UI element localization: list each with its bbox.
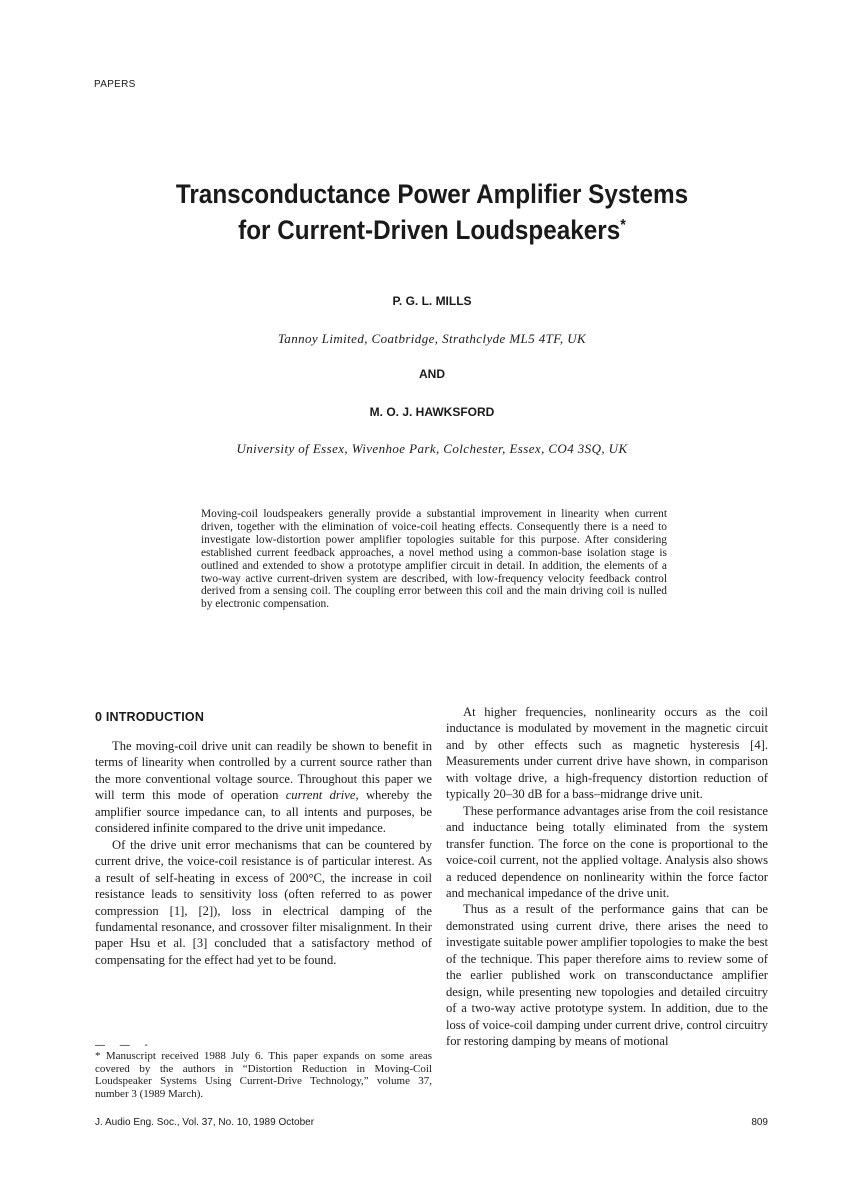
title-line-2-text: for Current-Driven Loudspeakers — [238, 215, 621, 245]
title-footnote-marker: * — [620, 217, 626, 234]
title-line-1: Transconductance Power Amplifier Systems — [175, 179, 689, 209]
left-column — [95, 738, 432, 968]
footnote: * Manuscript received 1988 July 6. This paper expands on some areas covered by the authors in “Distortion Reduction in Moving-Coil Loudspeaker Systems Using Current-Drive Technology,” volume 37, number 3 (1989 March). — [95, 1050, 432, 1100]
author-conjunction: AND — [419, 367, 445, 381]
running-head: PAPERS — [94, 79, 136, 90]
page-number: 809 — [751, 1117, 768, 1128]
second-author-affiliation: University of Essex, Wivenhoe Park, Colchester, Essex, CO4 3SQ, UK — [236, 441, 628, 456]
intro-p1-emphasis: current drive — [285, 788, 356, 803]
intro-paragraph-3: At higher frequencies, nonlinearity occurs as the coil inductance is modulated by movement in the magnetic circuit and by other effects such as magnetic hysteresis [4]. Measurements under current drive have shown, in comparison with voltage drive, a high-frequency distortion reduction of typically 20–30 dB for a bass–midrange drive unit. — [446, 705, 768, 802]
first-author-affiliation: Tannoy Limited, Coatbridge, Strathclyde ML5 4TF, UK — [277, 331, 587, 346]
journal-citation: J. Audio Eng. Soc., Vol. 37, No. 10, 1989 October — [95, 1117, 315, 1128]
intro-paragraph-4: These performance advantages arise from the coil resistance and inductance being totally eliminated from the system transfer function. The force on the cone is proportional to the voice-coil current, not the applied voltage. Analysis also shows a reduced dependence on nonlinearity within the force factor and mechanical impedance of the drive unit. — [446, 803, 768, 900]
intro-p1-text-b: , whereby the amplifier source impedance can, to all intents and purposes, be considered infinite compared to the drive unit impedance. — [95, 788, 432, 836]
right-column — [446, 704, 768, 1050]
paper-title — [97, 176, 767, 248]
first-author: P. G. L. MILLS — [392, 294, 472, 308]
intro-paragraph-5: Thus as a result of the performance gains that can be demonstrated using current drive, there arises the need to investigate suitable power amplifier topologies to make the best of the technique. This paper therefore aims to review some of the earlier published work on transconductance amplifier design, while presenting new topologies and detailed circuitry of a two-way active prototype system. In addition, due to the loss of voice-coil damping under current drive, control circuitry for restoring damping by means of motional — [446, 902, 768, 1049]
title-line-2 — [97, 212, 767, 248]
abstract: Moving-coil loudspeakers generally provide a substantial improvement in linearity when current driven, together with the elimination of voice-coil heating effects. Consequently there is a need to investigate low-distortion power amplifier topologies suitable for this purpose. After considering established current feedback approaches, a novel method using a common-base isolation stage is outlined and extended to show a prototype amplifier circuit in detail. In addition, the elements of a two-way active current-driven system are described, with low-frequency velocity feedback control derived from a sensing coil. The coupling error between this coil and the main driving coil is nulled by electronic compensation. — [201, 508, 667, 611]
section-heading-introduction: 0 INTRODUCTION — [95, 710, 205, 724]
footnote-rule: — — - — [95, 1040, 154, 1051]
intro-paragraph-1 — [95, 738, 432, 837]
intro-paragraph-2: Of the drive unit error mechanisms that can be countered by current drive, the voice-coil resistance is of particular interest. As a result of self-heating in excess of 200°C, the increase in coil resistance leads to sensitivity loss (often referred to as power compression [1], [2]), loss in electrical damping of the fundamental resonance, and crossover filter misalignment. In their paper Hsu et al. [3] concluded that a satisfactory method of compensating for the effect had yet to be found. — [95, 837, 432, 967]
second-author: M. O. J. HAWKSFORD — [369, 405, 495, 419]
intro-p1-text-a: The moving-coil drive unit can readily be shown to benefit in terms of linearity when controlled by a current source rather than the more conventional voltage source. Throughout this paper we will term this mode of operation — [95, 739, 432, 803]
